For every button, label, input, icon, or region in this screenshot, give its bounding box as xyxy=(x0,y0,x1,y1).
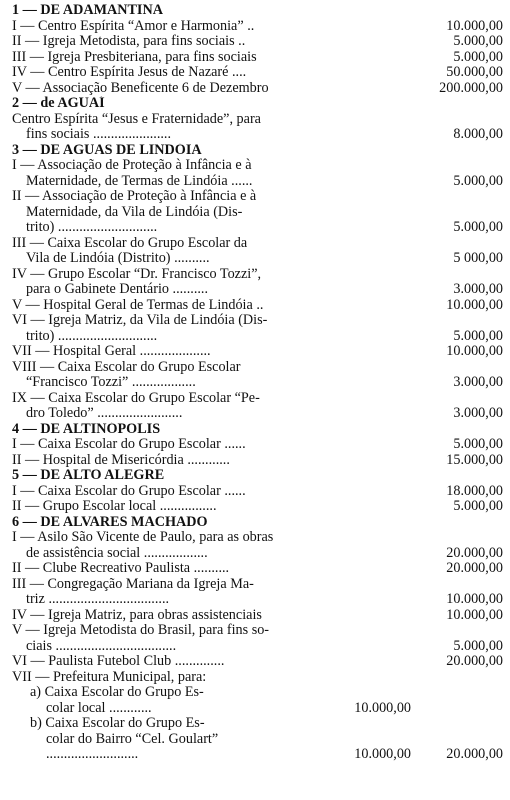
subentry-text: colar local ............ xyxy=(46,700,152,716)
entry-text: IV — Grupo Escolar “Dr. Francisco Tozzi”, xyxy=(12,266,262,282)
entry-amount: 20.000,00 xyxy=(446,560,503,576)
entry-text: VII — Hospital Geral .................... xyxy=(12,344,211,359)
entry-text: Vila de Lindóia (Distrito) .......... xyxy=(26,251,210,266)
entry-text: VI — Paulista Futebol Club .............. xyxy=(12,654,225,669)
section-heading xyxy=(12,3,503,19)
entry-text: I — Centro Espírita “Amor e Harmonia” .. xyxy=(12,18,255,34)
entry-line xyxy=(12,19,503,35)
entry-line xyxy=(12,623,503,639)
entry-line xyxy=(12,313,503,329)
entry-amount: 10.000,00 xyxy=(446,591,503,607)
prefeitura-subitems xyxy=(12,685,503,763)
entry-line xyxy=(12,50,503,66)
entry-text: para o Gabinete Dentário .......... xyxy=(26,282,209,297)
section-heading xyxy=(12,96,503,112)
entry-amount: 5.000,00 xyxy=(453,219,503,235)
entry-text: IV — Igreja Matriz, para obras assistenciais xyxy=(12,607,262,623)
entry-amount: 5.000,00 xyxy=(453,498,503,514)
section-title: 2 — de AGUAÍ xyxy=(12,96,105,111)
entry-line xyxy=(12,670,503,686)
entry-text: I — Asilo São Vicente de Paulo, para as obras xyxy=(12,530,274,545)
entry-text: dro Toledo” ........................ xyxy=(26,406,183,421)
entry-text: IV — Centro Espírita Jesus de Nazaré .... xyxy=(12,65,247,80)
entry-line xyxy=(12,577,503,593)
section-heading xyxy=(12,515,503,531)
entry-text: I — Associação de Proteção à Infância e à xyxy=(12,158,252,173)
subentry-text: b) Caixa Escolar do Grupo Es- xyxy=(30,716,205,731)
entry-amount: 10.000,00 xyxy=(446,17,503,34)
entry-line xyxy=(12,298,503,314)
section-heading xyxy=(12,422,503,438)
subentry-text: colar do Bairro “Cel. Goulart” xyxy=(46,731,219,747)
entry-line xyxy=(12,220,503,236)
entry-text: IX — Caixa Escolar do Grupo Escolar “Pe- xyxy=(12,390,260,406)
entry-text: “Francisco Tozzi” .................. xyxy=(26,375,196,390)
entry-line xyxy=(12,329,503,345)
entry-text: III — Caixa Escolar do Grupo Escolar da xyxy=(12,235,248,251)
entry-line xyxy=(12,174,503,190)
entry-text: triz .................................. xyxy=(26,592,170,607)
entry-text: III — Congregação Mariana da Igreja Ma- xyxy=(12,576,254,592)
entry-line xyxy=(12,499,503,515)
entry-line xyxy=(12,360,503,376)
entry-line xyxy=(12,592,503,608)
entry-line xyxy=(12,530,503,546)
entry-text: II — Igreja Metodista, para fins sociais .. xyxy=(12,34,246,49)
entry-text: VIII — Caixa Escolar do Grupo Escolar xyxy=(12,359,241,375)
entry-line xyxy=(12,251,503,267)
section-title: 1 — DE ADAMANTINA xyxy=(12,3,163,18)
subentry-line xyxy=(12,716,503,732)
entry-line xyxy=(12,561,503,577)
subentry-line xyxy=(12,732,503,748)
subentry-amount: 10.000,00 xyxy=(354,746,411,762)
entry-line xyxy=(12,437,503,453)
entry-amount: 10.000,00 xyxy=(446,606,503,623)
entry-amount: 18.000,00 xyxy=(446,482,503,499)
entry-line xyxy=(12,654,503,670)
entry-amount: 20.000,00 xyxy=(446,746,503,762)
entry-line xyxy=(12,205,503,221)
entry-text: I — Caixa Escolar do Grupo Escolar ...... xyxy=(12,437,246,452)
section-title: 6 — DE ALVARES MACHADO xyxy=(12,514,208,530)
subentry-line xyxy=(12,747,503,763)
entry-text: V — Associação Beneficente 6 de Dezembro xyxy=(12,80,269,96)
entry-text: de assistência social .................. xyxy=(26,545,208,561)
entry-line xyxy=(12,375,503,391)
entry-amount: 20.000,00 xyxy=(446,544,503,561)
entry-amount: 5 000,00 xyxy=(453,250,503,266)
entry-text: II — Associação de Proteção à Infância e à xyxy=(12,189,257,204)
entry-amount: 15.000,00 xyxy=(446,451,503,468)
entry-line xyxy=(12,267,503,283)
entries-list xyxy=(12,3,503,685)
entry-text: VI — Igreja Matriz, da Vila de Lindóia (Dis- xyxy=(12,313,268,328)
entry-line xyxy=(12,81,503,97)
subentry-text: .......................... xyxy=(46,747,139,762)
entry-text: Centro Espírita “Jesus e Fraternidade”, para xyxy=(12,111,261,127)
entry-text: VII — Prefeitura Municipal, para: xyxy=(12,669,207,685)
entry-amount: 5.000,00 xyxy=(453,172,503,189)
entry-amount: 5.000,00 xyxy=(453,637,503,654)
entry-text: III — Igreja Presbiteriana, para fins sociais xyxy=(12,49,257,65)
subentry-line xyxy=(12,685,503,701)
section-title: 3 — DE AGUAS DE LINDÓIA xyxy=(12,142,202,158)
entry-line xyxy=(12,453,503,469)
entry-text: ciais .................................. xyxy=(26,638,177,654)
entry-line xyxy=(12,608,503,624)
entry-text: V — Hospital Geral de Termas de Lindóia .. xyxy=(12,297,264,313)
entry-line xyxy=(12,34,503,50)
entry-amount: 3.000,00 xyxy=(453,374,503,390)
entry-line xyxy=(12,391,503,407)
section-title: 5 — DE ALTO ALEGRE xyxy=(12,468,165,483)
entry-amount: 20.000,00 xyxy=(446,653,503,669)
section-heading xyxy=(12,143,503,159)
entry-text: II — Grupo Escolar local ................ xyxy=(12,499,217,514)
entry-amount: 5.000,00 xyxy=(453,33,503,49)
subentry-line xyxy=(12,701,503,717)
entry-line xyxy=(12,639,503,655)
subentry-text: a) Caixa Escolar do Grupo Es- xyxy=(30,685,204,700)
entry-text: II — Hospital de Misericórdia ............ xyxy=(12,452,230,468)
entry-text: Maternidade, de Termas de Lindóia ...... xyxy=(26,173,253,189)
entry-text: II — Clube Recreativo Paulista .......... xyxy=(12,561,230,576)
entry-text: fins sociais ...................... xyxy=(26,127,172,142)
entry-amount: 5.000,00 xyxy=(453,327,503,344)
entry-text: trito) ............................ xyxy=(26,220,158,235)
entry-line xyxy=(12,406,503,422)
section-title: 4 — DE ALTINÓPOLIS xyxy=(12,421,161,437)
entry-line xyxy=(12,484,503,500)
entry-amount: 3.000,00 xyxy=(453,281,503,297)
entry-text: Maternidade, da Vila de Lindóia (Dis- xyxy=(26,204,243,220)
entry-amount: 8.000,00 xyxy=(453,126,503,142)
entry-line xyxy=(12,282,503,298)
entry-text: V — Igreja Metodista do Brasil, para fins so- xyxy=(12,623,270,638)
entry-amount: 5.000,00 xyxy=(453,436,503,452)
entry-text: trito) ............................ xyxy=(26,328,158,344)
entry-line xyxy=(12,112,503,128)
entry-amount: 10.000,00 xyxy=(446,296,503,313)
entry-amount: 50.000,00 xyxy=(446,64,503,80)
entry-amount: 200.000,00 xyxy=(439,79,503,96)
entry-line xyxy=(12,158,503,174)
section-heading xyxy=(12,468,503,484)
entry-line xyxy=(12,65,503,81)
entry-line xyxy=(12,127,503,143)
entry-line xyxy=(12,236,503,252)
subentry-amount: 10.000,00 xyxy=(354,699,411,716)
entry-amount: 10.000,00 xyxy=(446,343,503,359)
entry-amount: 5.000,00 xyxy=(453,48,503,65)
entry-line xyxy=(12,344,503,360)
entry-line xyxy=(12,546,503,562)
entry-text: I — Caixa Escolar do Grupo Escolar ...... xyxy=(12,483,246,499)
entry-line xyxy=(12,189,503,205)
entry-amount: 3.000,00 xyxy=(453,405,503,421)
